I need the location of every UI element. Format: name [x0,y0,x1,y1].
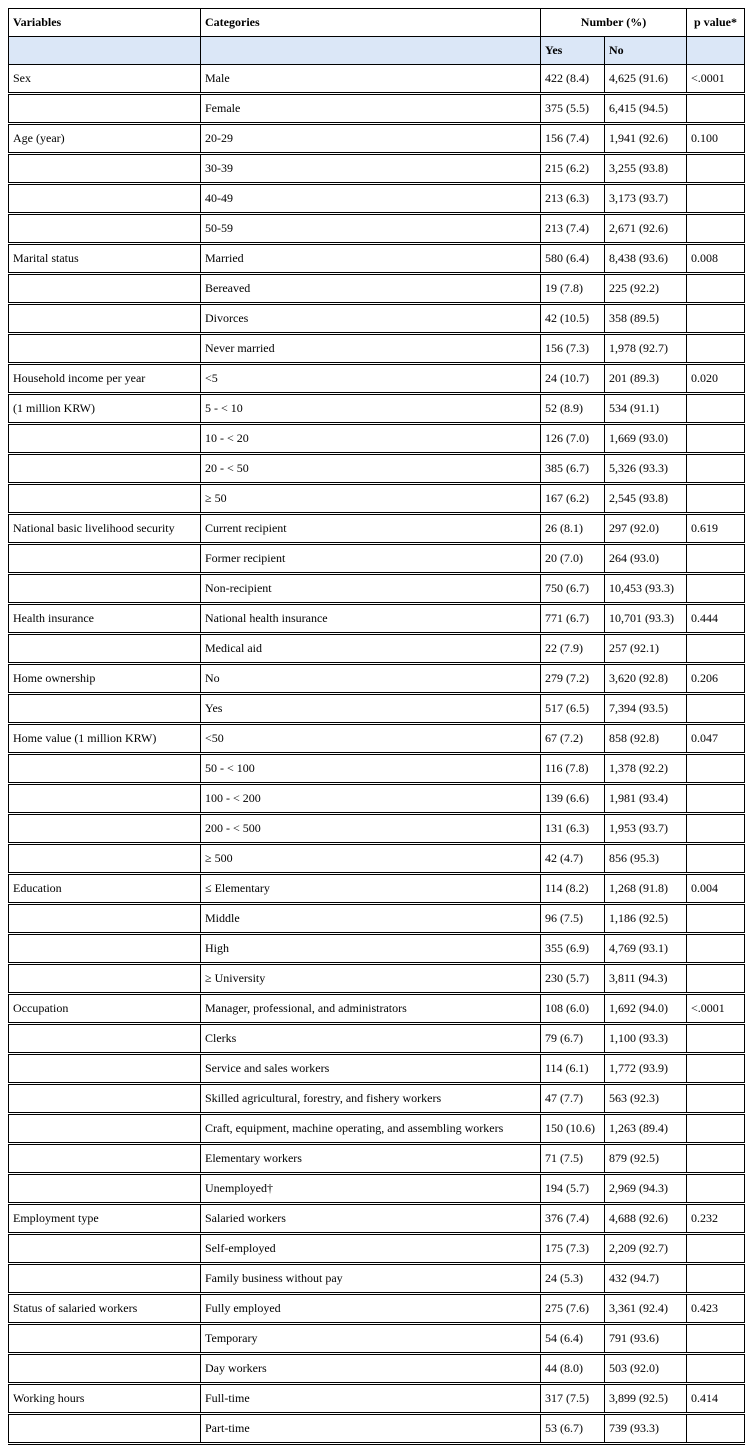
subheader-row [9,37,745,65]
cell-pvalue [687,1354,745,1384]
cell-pvalue [687,1324,745,1354]
cell-no: 2,545 (93.8) [605,484,687,514]
cell-no: 3,173 (93.7) [605,184,687,214]
cell-yes: 156 (7.4) [541,124,605,154]
subheader-empty-pvalue [687,37,745,65]
cell-variable [9,1024,201,1054]
cell-no: 1,981 (93.4) [605,784,687,814]
table-row [9,994,745,1024]
header-pvalue: p value* [687,9,745,37]
cell-no: 534 (91.1) [605,394,687,424]
cell-no: 879 (92.5) [605,1144,687,1174]
cell-yes: 275 (7.6) [541,1294,605,1324]
cell-yes: 44 (8.0) [541,1354,605,1384]
cell-category: Temporary [201,1324,541,1354]
cell-variable [9,1174,201,1204]
cell-yes: 126 (7.0) [541,424,605,454]
cell-variable [9,814,201,844]
cell-category: No [201,664,541,694]
cell-yes: 71 (7.5) [541,1144,605,1174]
cell-category: Middle [201,904,541,934]
cell-yes: 114 (6.1) [541,1054,605,1084]
cell-pvalue [687,1114,745,1144]
cell-no: 225 (92.2) [605,274,687,304]
header-number: Number (%) [541,9,687,37]
cell-category: 20-29 [201,124,541,154]
cell-variable [9,94,201,124]
cell-variable [9,784,201,814]
cell-category: Day workers [201,1354,541,1384]
table-row [9,814,745,844]
cell-no: 1,186 (92.5) [605,904,687,934]
cell-category: 100 - < 200 [201,784,541,814]
cell-variable [9,1114,201,1144]
cell-no: 1,978 (92.7) [605,334,687,364]
table-row [9,1384,745,1414]
cell-yes: 22 (7.9) [541,634,605,664]
cell-no: 6,415 (94.5) [605,94,687,124]
cell-pvalue: 0.232 [687,1204,745,1234]
table-row [9,904,745,934]
cell-no: 1,669 (93.0) [605,424,687,454]
cell-no: 264 (93.0) [605,544,687,574]
cell-pvalue: 0.423 [687,1294,745,1324]
cell-pvalue [687,214,745,244]
table-row [9,454,745,484]
cell-category: Fully employed [201,1294,541,1324]
table-row [9,94,745,124]
cell-pvalue [687,184,745,214]
table-row [9,484,745,514]
cell-variable: Education [9,874,201,904]
cell-variable: Status of salaried workers [9,1294,201,1324]
cell-variable [9,1144,201,1174]
cell-variable [9,1084,201,1114]
cell-no: 3,620 (92.8) [605,664,687,694]
table-row [9,1234,745,1264]
cell-yes: 279 (7.2) [541,664,605,694]
cell-yes: 24 (5.3) [541,1264,605,1294]
cell-yes: 150 (10.6) [541,1114,605,1144]
cell-pvalue: 0.414 [687,1384,745,1414]
cell-yes: 375 (5.5) [541,94,605,124]
cell-category: 5 - < 10 [201,394,541,424]
cell-no: 4,769 (93.1) [605,934,687,964]
cell-yes: 131 (6.3) [541,814,605,844]
cell-variable: Home ownership [9,664,201,694]
cell-pvalue: 0.100 [687,124,745,154]
cell-variable [9,634,201,664]
cell-no: 4,688 (92.6) [605,1204,687,1234]
cell-pvalue [687,1174,745,1204]
table-row [9,1354,745,1384]
cell-pvalue [687,334,745,364]
cell-yes: 422 (8.4) [541,65,605,94]
table-row [9,424,745,454]
cell-yes: 42 (4.7) [541,844,605,874]
cell-variable [9,304,201,334]
table-row [9,304,745,334]
cell-category: Never married [201,334,541,364]
cell-yes: 139 (6.6) [541,784,605,814]
cell-no: 1,953 (93.7) [605,814,687,844]
cell-yes: 167 (6.2) [541,484,605,514]
cell-yes: 52 (8.9) [541,394,605,424]
cell-pvalue [687,1264,745,1294]
cell-no: 2,969 (94.3) [605,1174,687,1204]
cell-no: 432 (94.7) [605,1264,687,1294]
cell-category: Elementary workers [201,1144,541,1174]
cell-yes: 47 (7.7) [541,1084,605,1114]
cell-variable: Employment type [9,1204,201,1234]
cell-variable [9,934,201,964]
cell-yes: 376 (7.4) [541,1204,605,1234]
cell-pvalue: 0.047 [687,724,745,754]
table-row [9,874,745,904]
cell-no: 257 (92.1) [605,634,687,664]
cell-variable [9,274,201,304]
cell-category: Self-employed [201,1234,541,1264]
cell-no: 503 (92.0) [605,1354,687,1384]
cell-yes: 771 (6.7) [541,604,605,634]
cell-pvalue: 0.206 [687,664,745,694]
cell-yes: 213 (7.4) [541,214,605,244]
cell-pvalue [687,94,745,124]
cell-yes: 194 (5.7) [541,1174,605,1204]
cell-no: 3,361 (92.4) [605,1294,687,1324]
cell-no: 1,100 (93.3) [605,1024,687,1054]
table-row [9,1414,745,1444]
cell-pvalue: 0.008 [687,244,745,274]
cell-variable: Occupation [9,994,201,1024]
cell-yes: 96 (7.5) [541,904,605,934]
cell-no: 10,701 (93.3) [605,604,687,634]
table-row [9,754,745,784]
cell-category: 200 - < 500 [201,814,541,844]
table-row [9,214,745,244]
table-row [9,274,745,304]
cell-yes: 517 (6.5) [541,694,605,724]
cell-category: Yes [201,694,541,724]
header-yes: Yes [541,37,605,65]
table-row [9,1024,745,1054]
cell-yes: 156 (7.3) [541,334,605,364]
cell-variable [9,424,201,454]
cell-no: 201 (89.3) [605,364,687,394]
cell-no: 739 (93.3) [605,1414,687,1444]
cell-pvalue: 0.444 [687,604,745,634]
cell-no: 1,772 (93.9) [605,1054,687,1084]
cell-no: 563 (92.3) [605,1084,687,1114]
data-table-container [8,8,744,1445]
cell-variable: Home value (1 million KRW) [9,724,201,754]
cell-pvalue [687,844,745,874]
cell-yes: 24 (10.7) [541,364,605,394]
cell-category: National health insurance [201,604,541,634]
cell-no: 3,899 (92.5) [605,1384,687,1414]
table-row [9,724,745,754]
table-row [9,1324,745,1354]
cell-variable [9,1414,201,1444]
cell-variable [9,1324,201,1354]
cell-variable [9,754,201,784]
cell-yes: 116 (7.8) [541,754,605,784]
cell-category: Married [201,244,541,274]
cell-yes: 317 (7.5) [541,1384,605,1414]
cell-pvalue: 0.619 [687,514,745,544]
cell-category: Divorces [201,304,541,334]
cell-pvalue [687,964,745,994]
cell-category: Non-recipient [201,574,541,604]
cell-pvalue [687,784,745,814]
cell-no: 3,811 (94.3) [605,964,687,994]
table-header [9,9,745,65]
cell-category: ≥ 500 [201,844,541,874]
cell-category: Clerks [201,1024,541,1054]
cell-pvalue [687,694,745,724]
cell-category: Family business without pay [201,1264,541,1294]
cell-category: 50-59 [201,214,541,244]
cell-variable [9,484,201,514]
cell-yes: 42 (10.5) [541,304,605,334]
cell-variable [9,334,201,364]
cell-category: 50 - < 100 [201,754,541,784]
cell-pvalue [687,1414,745,1444]
cell-variable [9,1354,201,1384]
cell-pvalue: <.0001 [687,994,745,1024]
cell-pvalue [687,814,745,844]
cell-no: 297 (92.0) [605,514,687,544]
cell-category: 40-49 [201,184,541,214]
table-row [9,964,745,994]
cell-variable: (1 million KRW) [9,394,201,424]
cell-category: Part-time [201,1414,541,1444]
cell-variable [9,964,201,994]
cell-variable [9,184,201,214]
cell-variable [9,904,201,934]
cell-no: 1,268 (91.8) [605,874,687,904]
cell-yes: 230 (5.7) [541,964,605,994]
table-row [9,514,745,544]
cell-pvalue [687,1024,745,1054]
table-row [9,604,745,634]
cell-pvalue [687,424,745,454]
table-row [9,334,745,364]
cell-yes: 580 (6.4) [541,244,605,274]
data-table [8,8,745,1445]
cell-no: 2,209 (92.7) [605,1234,687,1264]
table-row [9,664,745,694]
cell-pvalue: 0.020 [687,364,745,394]
cell-category: Former recipient [201,544,541,574]
cell-category: ≥ 50 [201,484,541,514]
cell-pvalue [687,754,745,784]
cell-pvalue [687,454,745,484]
cell-variable: Age (year) [9,124,201,154]
cell-pvalue [687,1054,745,1084]
cell-variable [9,1054,201,1084]
table-row [9,1054,745,1084]
cell-no: 8,438 (93.6) [605,244,687,274]
table-row [9,784,745,814]
header-variables: Variables [9,9,201,37]
table-row [9,1264,745,1294]
table-row [9,1204,745,1234]
table-row [9,1294,745,1324]
cell-yes: 750 (6.7) [541,574,605,604]
cell-pvalue: 0.004 [687,874,745,904]
cell-variable: Household income per year [9,364,201,394]
cell-pvalue [687,904,745,934]
cell-category: Bereaved [201,274,541,304]
cell-yes: 53 (6.7) [541,1414,605,1444]
cell-category: Skilled agricultural, forestry, and fishery workers [201,1084,541,1114]
table-row [9,364,745,394]
table-row [9,934,745,964]
subheader-empty-variables [9,37,201,65]
cell-no: 5,326 (93.3) [605,454,687,484]
subheader-empty-categories [201,37,541,65]
cell-variable [9,574,201,604]
cell-category: Service and sales workers [201,1054,541,1084]
cell-no: 3,255 (93.8) [605,154,687,184]
cell-yes: 175 (7.3) [541,1234,605,1264]
cell-variable: Sex [9,65,201,94]
cell-category: Manager, professional, and administrators [201,994,541,1024]
cell-no: 10,453 (93.3) [605,574,687,604]
cell-variable [9,844,201,874]
cell-pvalue [687,1234,745,1264]
table-row [9,694,745,724]
table-row [9,244,745,274]
cell-pvalue [687,634,745,664]
table-row [9,844,745,874]
cell-pvalue [687,544,745,574]
cell-pvalue [687,1084,745,1114]
cell-no: 1,692 (94.0) [605,994,687,1024]
cell-pvalue [687,1144,745,1174]
cell-no: 1,378 (92.2) [605,754,687,784]
table-row [9,184,745,214]
table-row [9,1114,745,1144]
cell-no: 791 (93.6) [605,1324,687,1354]
cell-pvalue [687,484,745,514]
table-row [9,65,745,94]
cell-category: Male [201,65,541,94]
table-row [9,574,745,604]
cell-yes: 54 (6.4) [541,1324,605,1354]
cell-yes: 79 (6.7) [541,1024,605,1054]
cell-no: 858 (92.8) [605,724,687,754]
header-no: No [605,37,687,65]
cell-yes: 108 (6.0) [541,994,605,1024]
table-row [9,544,745,574]
cell-yes: 26 (8.1) [541,514,605,544]
cell-pvalue: <.0001 [687,65,745,94]
cell-variable [9,214,201,244]
header-categories: Categories [201,9,541,37]
table-row [9,394,745,424]
cell-category: <5 [201,364,541,394]
cell-pvalue [687,394,745,424]
cell-yes: 20 (7.0) [541,544,605,574]
cell-pvalue [687,274,745,304]
table-row [9,634,745,664]
table-body [9,65,745,1444]
cell-yes: 114 (8.2) [541,874,605,904]
table-row [9,124,745,154]
cell-category: Salaried workers [201,1204,541,1234]
cell-variable: Working hours [9,1384,201,1414]
table-row [9,1084,745,1114]
cell-yes: 215 (6.2) [541,154,605,184]
cell-category: 30-39 [201,154,541,184]
cell-category: Unemployed† [201,1174,541,1204]
cell-no: 2,671 (92.6) [605,214,687,244]
cell-category: Full-time [201,1384,541,1414]
cell-yes: 355 (6.9) [541,934,605,964]
cell-yes: 19 (7.8) [541,274,605,304]
cell-pvalue [687,934,745,964]
cell-variable: Marital status [9,244,201,274]
cell-no: 856 (95.3) [605,844,687,874]
cell-yes: 213 (6.3) [541,184,605,214]
cell-category: 10 - < 20 [201,424,541,454]
cell-no: 4,625 (91.6) [605,65,687,94]
cell-category: 20 - < 50 [201,454,541,484]
cell-variable [9,694,201,724]
cell-variable [9,1264,201,1294]
cell-variable [9,544,201,574]
cell-pvalue [687,574,745,604]
table-row [9,1174,745,1204]
cell-no: 1,263 (89.4) [605,1114,687,1144]
cell-variable [9,1234,201,1264]
table-row [9,154,745,184]
cell-category: Current recipient [201,514,541,544]
cell-variable: National basic livelihood security [9,514,201,544]
cell-yes: 385 (6.7) [541,454,605,484]
cell-category: <50 [201,724,541,754]
cell-category: ≤ Elementary [201,874,541,904]
cell-category: High [201,934,541,964]
cell-category: ≥ University [201,964,541,994]
cell-no: 7,394 (93.5) [605,694,687,724]
cell-variable: Health insurance [9,604,201,634]
cell-category: Craft, equipment, machine operating, and assembling workers [201,1114,541,1144]
cell-variable [9,454,201,484]
table-row [9,1144,745,1174]
header-row [9,9,745,37]
cell-variable [9,154,201,184]
cell-yes: 67 (7.2) [541,724,605,754]
cell-no: 1,941 (92.6) [605,124,687,154]
cell-pvalue [687,304,745,334]
cell-pvalue [687,154,745,184]
cell-category: Female [201,94,541,124]
cell-category: Medical aid [201,634,541,664]
cell-no: 358 (89.5) [605,304,687,334]
